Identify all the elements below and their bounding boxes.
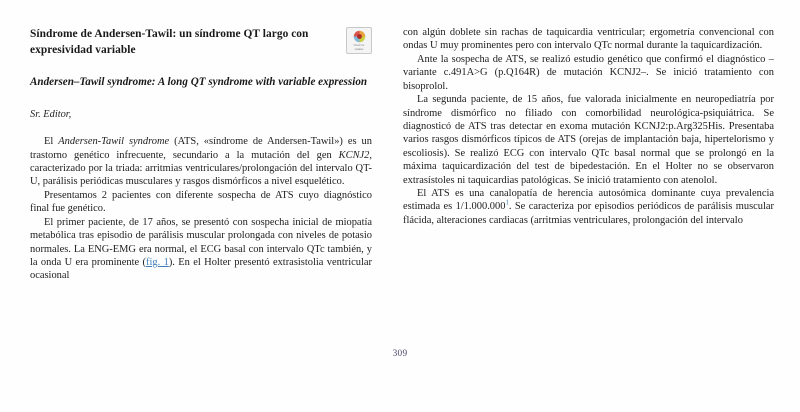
- text-run: con algún doblete sin rachas de taquicardia ventricular; ergometría convencional con ondas U muy prominentes pero con intervalo QTc normal durante la taquicardización.: [403, 27, 774, 52]
- paragraph-canalopatia: [403, 187, 774, 227]
- text-run: (ATS, «síndrome de Andersen-Tawil») es un trastorno genético infrecuente, secundario a la mutación del gen: [30, 136, 372, 161]
- paragraph-holter-continuation: [403, 26, 774, 53]
- page-title: Síndrome de Andersen-Tawil: un síndrome QT largo con expresividad variable: [30, 28, 309, 57]
- text-run: , caracterizado por la triada: arritmias ventriculares/prolongación del intervalo QT-U, parálisis periódicas musculares y rasgos dismórficos a nivel esquelético.: [30, 149, 372, 188]
- left-column: [0, 0, 392, 283]
- crossmark-badge[interactable]: [346, 27, 372, 54]
- text-run: El primer paciente, de 17 años, se presentó con sospecha inicial de miopatía metabólica tras episodio de parálisis muscular prolongada con niveles de potasio normales. La ENG-EMG era normal, el ECG basal con intervalo QTc también, y la onda U era prominente (: [30, 216, 372, 268]
- text-run: Ante la sospecha de ATS, se realizó estudio genético que confirmó el diagnóstico –variante c.491A>G (p.Q164R) de mutación KCNJ2–. Se inició tratamiento con bisoprolol.: [403, 53, 774, 92]
- paragraph-intro: [30, 135, 372, 189]
- crossmark-icon: [353, 30, 366, 43]
- text-run: El ATS es una canalopatía de herencia autosómica dominante cuya prevalencia estimada es 1/1.000.000: [403, 188, 774, 213]
- salutation: Sr. Editor,: [30, 109, 72, 121]
- citation-reference[interactable]: 1: [505, 200, 509, 207]
- italic-term: Andersen-Tawil syndrome: [58, 136, 170, 148]
- text-run: La segunda paciente, de 15 años, fue valorada inicialmente en neuropediatría por síndrome dismórfico no filiado con comorbilidad neurológica-psiquiátrica. Se diagnosticó de ATS tras detectar en exoma mutación KCNJ2:p.Arg325His. Presentaba varios rasgos dismórficos típicos de ATS (orejas de implantación baja, hipertelorismo y escoliosis). Se realizó ECG con intervalo QTc basal normal que se prolongó en la máxima taquicardización del test de bipedestación. En el Holter no se observaron extrasístoles ni taquicardias patológicas. Se inició tratamiento con atenolol.: [403, 94, 774, 186]
- paragraph-estudio-genetico: [403, 53, 774, 93]
- page-number: 309: [392, 349, 408, 359]
- text-run: Presentamos 2 pacientes con diferente sospecha de ATS cuyo diagnóstico final fue genético.: [30, 189, 372, 215]
- crossmark-caption-line1: Check for: [353, 44, 365, 47]
- text-run: . Se caracteriza por episodios periódicos de parálisis muscular flácida, alteraciones cardiacas (arritmias ventriculares, prolongación del intervalo: [403, 201, 774, 226]
- text-run: El: [44, 136, 59, 148]
- page-subtitle: Andersen–Tawil syndrome: A long QT syndrome with variable expression: [30, 76, 368, 89]
- title-row: [30, 26, 372, 58]
- paragraph-segunda-paciente: [403, 93, 774, 187]
- figure-reference-link[interactable]: fig. 1: [146, 256, 169, 268]
- italic-term: KCNJ2: [338, 149, 370, 161]
- text-run: ). En el Holter presentó extrasistolia ventricular ocasional: [30, 256, 372, 282]
- paragraph-primer-paciente: [30, 216, 372, 283]
- right-column: [392, 0, 800, 227]
- crossmark-caption-line2: updates: [354, 48, 364, 51]
- paragraph-presentamos: [30, 189, 372, 216]
